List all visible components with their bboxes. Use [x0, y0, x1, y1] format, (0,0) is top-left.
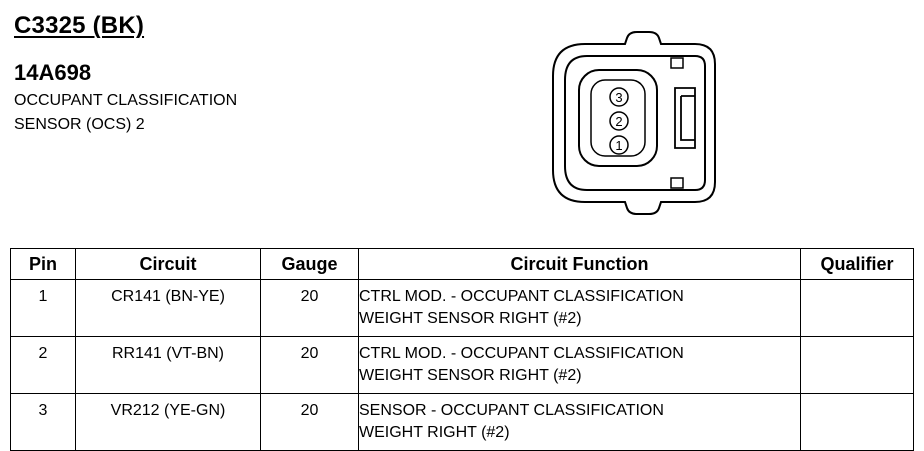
table-header-row	[11, 249, 914, 280]
description-line-1: OCCUPANT CLASSIFICATION	[14, 92, 238, 109]
qualifier-cell	[801, 337, 914, 394]
header-circuit: Circuit	[76, 249, 261, 280]
function-line-1: SENSOR - OCCUPANT CLASSIFICATION	[359, 402, 664, 419]
pinout-table	[10, 248, 914, 451]
locking-ramp	[675, 88, 695, 148]
function-cell	[359, 280, 801, 337]
part-number: 14A698	[14, 60, 92, 85]
gauge-cell: 20	[261, 394, 359, 451]
latch-tab-top	[671, 58, 683, 68]
header-pin: Pin	[11, 249, 76, 280]
header-circuit-function: Circuit Function	[359, 249, 801, 280]
circuit-cell: VR212 (YE-GN)	[76, 394, 261, 451]
function-cell	[359, 394, 801, 451]
qualifier-cell	[801, 280, 914, 337]
pin-2-label: 2	[615, 114, 623, 129]
function-line-1: CTRL MOD. - OCCUPANT CLASSIFICATION	[359, 288, 684, 305]
function-line-2: WEIGHT RIGHT (#2)	[359, 424, 510, 441]
circuit-cell: CR141 (BN-YE)	[76, 280, 261, 337]
gauge-cell: 20	[261, 280, 359, 337]
function-cell	[359, 337, 801, 394]
connector-face-diagram	[545, 30, 725, 220]
qualifier-cell	[801, 394, 914, 451]
table-row	[11, 337, 914, 394]
pin-cell: 2	[11, 337, 76, 394]
connector-outer-shell	[553, 32, 715, 214]
table-row	[11, 394, 914, 451]
header-gauge: Gauge	[261, 249, 359, 280]
function-line-2: WEIGHT SENSOR RIGHT (#2)	[359, 367, 582, 384]
function-line-2: WEIGHT SENSOR RIGHT (#2)	[359, 310, 582, 327]
gauge-cell: 20	[261, 337, 359, 394]
pin-cell: 3	[11, 394, 76, 451]
pin-cell: 1	[11, 280, 76, 337]
description-line-2: SENSOR (OCS) 2	[14, 116, 145, 133]
latch-tab-bottom	[671, 178, 683, 188]
pin-3-label: 3	[615, 90, 623, 105]
header-qualifier: Qualifier	[801, 249, 914, 280]
circuit-cell: RR141 (VT-BN)	[76, 337, 261, 394]
pin-1-label: 1	[615, 138, 623, 153]
connector-id: C3325 (BK)	[14, 12, 145, 39]
function-line-1: CTRL MOD. - OCCUPANT CLASSIFICATION	[359, 345, 684, 362]
table-row	[11, 280, 914, 337]
